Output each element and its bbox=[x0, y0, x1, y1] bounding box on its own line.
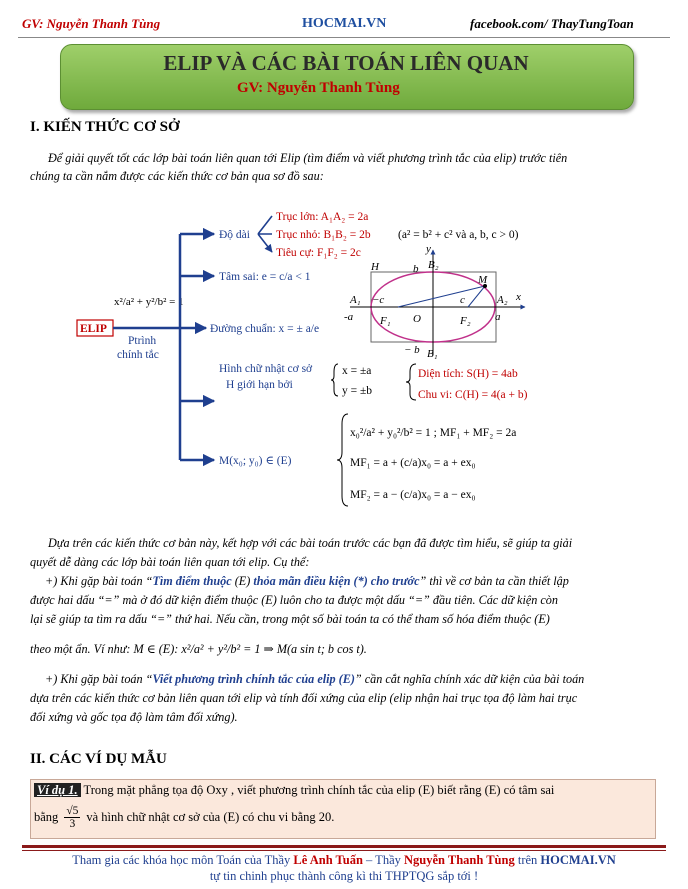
svg-text:B₂: B₂ bbox=[428, 259, 439, 271]
example-1-line-1 bbox=[34, 783, 554, 798]
hcn-y: y = ±b bbox=[342, 385, 373, 397]
footer-teacher-2: Nguyễn Thanh Tùng bbox=[404, 853, 515, 867]
para2-line-2: quyết dễ dàng các lớp bài toán liên quan tới elip. Cụ thể: bbox=[30, 555, 310, 569]
m-eq-3: MF₂ = a − (c/a)x₀ = a − ex₀ bbox=[350, 489, 476, 501]
svg-text:M: M bbox=[478, 274, 488, 286]
bullet-2-line-2: dựa trên các kiến thức cơ bản liên quan tới elip và tính đối xứng của elip (elip nhận hai trục tọa độ làm hai trục bbox=[30, 691, 578, 705]
bullet-2-bold: Viết phương trình chính tắc của elip (E) bbox=[152, 672, 355, 686]
page-title: ELIP VÀ CÁC BÀI TOÁN LIÊN QUAN bbox=[163, 51, 529, 75]
bullet-1-line-1 bbox=[45, 572, 569, 591]
example-1-text-1: Trong mặt phẳng tọa độ Oxy , viết phương trình chính tắc của elip (E) biết rằng (E) có tâm sai bbox=[80, 783, 555, 797]
example-1-label: Ví dụ 1. bbox=[34, 783, 81, 797]
hcn-x: x = ±a bbox=[342, 365, 372, 377]
footer-line-2: tự tin chinh phục thành công kì thi THPTQG sắp tới ! bbox=[209, 869, 479, 883]
chinh-tac-label: chính tắc bbox=[117, 349, 159, 361]
footer-divider-thick bbox=[22, 845, 666, 848]
svg-text:a: a bbox=[495, 311, 501, 323]
example-1-text-2: và hình chữ nhật cơ sở của (E) có chu vi bằng 20. bbox=[86, 810, 335, 824]
footer-divider-thin bbox=[22, 850, 666, 851]
svg-text:A₁: A₁ bbox=[350, 294, 361, 306]
section-1-title: I. KIẾN THỨC CƠ SỞ bbox=[30, 119, 180, 135]
point-m: M(x₀; y₀) ∈ (E) bbox=[219, 455, 292, 467]
para2-line-1: Dựa trên các kiến thức cơ bản này, kết hợp với các bài toán trước các bạn đã được tìm hiểu, sẽ giúp ta giải bbox=[48, 536, 573, 550]
svg-text:x: x bbox=[516, 291, 521, 303]
footer-text-a: Tham gia các khóa học môn Toán của Thầy bbox=[72, 853, 294, 867]
banner-author: GV: Nguyễn Thanh Tùng bbox=[237, 80, 400, 96]
header-divider bbox=[18, 37, 670, 38]
equation-label: x²/a² + y²/b² = 1 bbox=[114, 296, 184, 308]
footer-text-b: – Thầy bbox=[362, 853, 404, 867]
abc-relation: (a² = b² + c² và a, b, c > 0) bbox=[398, 229, 519, 241]
example-1-line-2 bbox=[34, 805, 334, 830]
svg-text:H: H bbox=[371, 261, 379, 273]
truc-lon: Trục lớn: A₁A₂ = 2a bbox=[276, 211, 369, 223]
bullet-1-bold-2: thỏa mãn điều kiện (*) cho trước bbox=[253, 574, 420, 588]
elip-knowledge-diagram bbox=[0, 196, 688, 526]
svg-text:y: y bbox=[426, 243, 431, 255]
header-author: GV: Nguyễn Thanh Tùng bbox=[22, 16, 161, 31]
tam-sai: Tâm sai: e = c/a < 1 bbox=[219, 271, 311, 283]
bullet-1-line-2: được hai dấu “=” mà ở đó dữ kiện điểm thuộc (E) luôn cho ta được một dấu “=” đầu tiên. Các dữ kiện còn bbox=[30, 593, 558, 607]
svg-text:−c: −c bbox=[372, 294, 385, 306]
bullet-2-line-3: đối xứng và gốc tọa độ làm tâm đối xứng). bbox=[30, 710, 238, 724]
svg-text:F₂: F₂ bbox=[460, 315, 471, 327]
m-eq-1: x₀²/a² + y₀²/b² = 1 ; MF₁ + MF₂ = 2a bbox=[350, 427, 517, 439]
ellipse-graph bbox=[344, 243, 525, 360]
svg-text:F₁: F₁ bbox=[380, 315, 391, 327]
svg-text:c: c bbox=[460, 294, 465, 306]
bullet-2-line-1 bbox=[45, 670, 584, 689]
m-eq-2: MF₁ = a + (c/a)x₀ = a + ex₀ bbox=[350, 457, 476, 469]
tieu-cu: Tiêu cự: F₁F₂ = 2c bbox=[276, 247, 361, 259]
do-dai-label: Độ dài bbox=[219, 229, 250, 241]
bullet-2-prefix: +) Khi gặp bài toán “ bbox=[45, 672, 153, 686]
header-facebook[interactable]: facebook.com/ ThayTungToan bbox=[470, 16, 634, 31]
header-site[interactable]: HOCMAI.VN bbox=[302, 16, 387, 31]
bullet-1-suffix: ” thì về cơ bản ta cần thiết lập bbox=[419, 574, 569, 588]
svg-text:A₂: A₂ bbox=[497, 294, 508, 306]
svg-text:− b: − b bbox=[404, 344, 420, 356]
hcn-line-1: Hình chữ nhật cơ sở bbox=[219, 363, 313, 375]
intro-line-1: Để giải quyết tốt các lớp bài toán liên quan tới Elip (tìm điểm và viết phương trình tắc của elip) trước tiên bbox=[48, 151, 568, 165]
fraction-denominator: 3 bbox=[69, 818, 76, 830]
svg-text:O: O bbox=[413, 313, 421, 325]
section-2-title: II. CÁC VÍ DỤ MẪU bbox=[30, 751, 167, 767]
svg-text:B₁: B₁ bbox=[427, 348, 438, 360]
elip-label: ELIP bbox=[80, 323, 107, 335]
svg-text:b: b bbox=[413, 263, 419, 275]
dien-tich: Diện tích: S(H) = 4ab bbox=[418, 368, 518, 380]
footer-teacher-1: Lê Anh Tuấn bbox=[293, 853, 363, 867]
bullet-1-mid: (E) bbox=[231, 574, 254, 588]
bullet-1-line-3: lại sẽ giúp ta tìm ra dấu “=” thứ hai. Nếu cần, trong một số bài toán ta có thể tham số hóa điểm thuộc (E) bbox=[30, 612, 550, 626]
bullet-1-line-4: theo một ẩn. Ví như: M ∈ (E): x²/a² + y²/b² = 1 ⇒ M(a sin t; b cos t). bbox=[30, 642, 367, 656]
intro-line-2: chúng ta cần nắm được các kiến thức cơ bản qua sơ đồ sau: bbox=[30, 169, 324, 183]
bullet-1-prefix: +) Khi gặp bài toán “ bbox=[45, 574, 153, 588]
bullet-1-bold: Tìm điểm thuộc bbox=[152, 574, 232, 588]
svg-text:-a: -a bbox=[344, 311, 354, 323]
hcn-line-2: H giới hạn bởi bbox=[226, 379, 293, 391]
duong-chuan: Đường chuẩn: x = ± a/e bbox=[210, 323, 320, 335]
footer-site-link[interactable]: HOCMAI.VN bbox=[540, 853, 616, 867]
ptrinh-label: Ptrình bbox=[128, 335, 157, 347]
footer-line-1 bbox=[0, 852, 688, 868]
fraction-numerator: √5 bbox=[66, 805, 79, 817]
chu-vi: Chu vi: C(H) = 4(a + b) bbox=[418, 389, 528, 401]
example-1-bang: bằng bbox=[34, 810, 59, 824]
bullet-2-suffix: ” cần cắt nghĩa chính xác dữ kiện của bài toán bbox=[354, 672, 585, 686]
example-1-fraction bbox=[64, 805, 80, 830]
footer-text-c: trên bbox=[514, 853, 541, 867]
truc-nho: Trục nhỏ: B₁B₂ = 2b bbox=[276, 229, 371, 241]
